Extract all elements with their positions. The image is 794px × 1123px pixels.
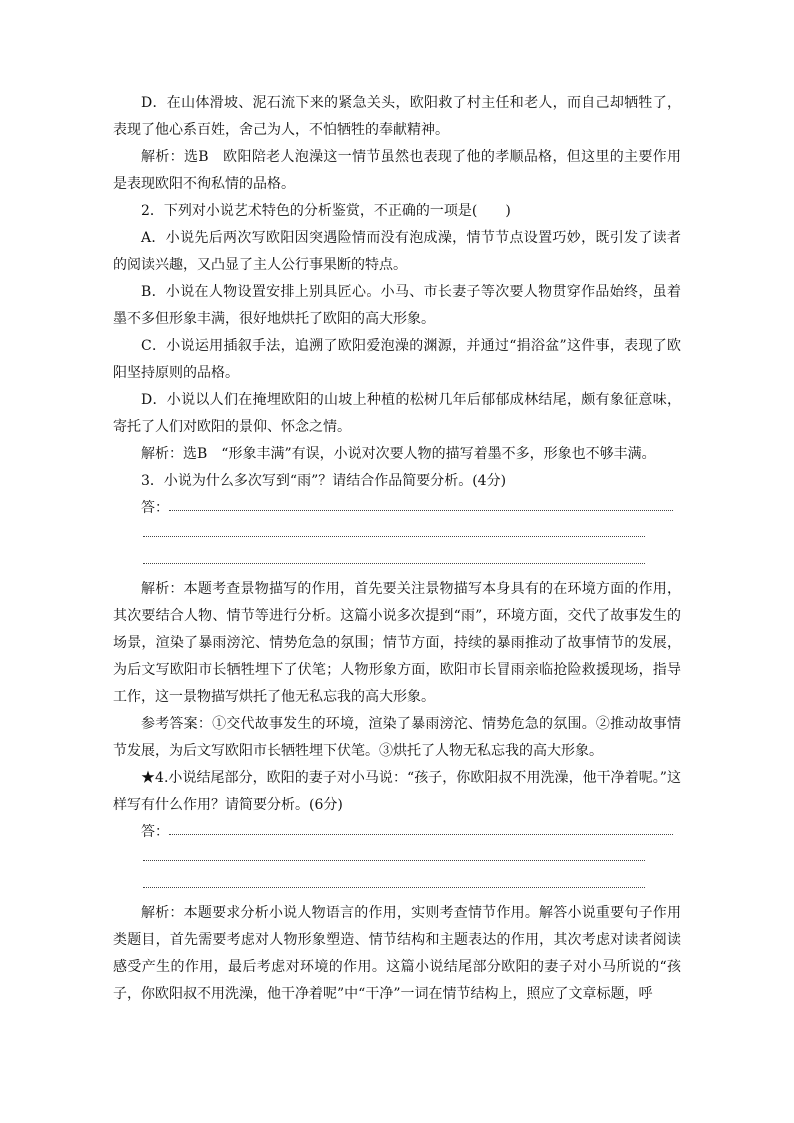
q4-answer-line-3	[113, 873, 681, 900]
answer-blank[interactable]	[143, 536, 645, 537]
answer-blank[interactable]	[143, 887, 645, 888]
q3-answer-line-1	[113, 495, 681, 522]
q2-option-b: B．小说在人物设置安排上别具匠心。小马、市长妻子等次要人物贯穿作品始终，虽着墨不多但形象丰满，很好地烘托了欧阳的高大形象。	[113, 284, 681, 327]
q2-option-c: C．小说运用插叙手法，追溯了欧阳爱泡澡的渊源，并通过“捐浴盆”这件事，表现了欧阳坚持原则的品格。	[113, 338, 681, 381]
answer-label: 答：	[141, 500, 169, 516]
question-4: ★4.小说结尾部分，欧阳的妻子对小马说：“孩子，你欧阳叔不用洗澡，他干净着呢。”这样写有什么作用？请简要分析。(6分)	[113, 770, 681, 813]
q2-explanation: 解析：选B “形象丰满”有误，小说对次要人物的描写着墨不多，形象也不够丰满。	[141, 446, 656, 462]
option-d-paragraph: D．在山体滑坡、泥石流下来的紧急关头，欧阳救了村主任和老人，而自己却牺牲了，表现了他心系百姓，舍己为人，不怕牺牲的奉献精神。	[113, 95, 681, 138]
question-2: 2．下列对小说艺术特色的分析鉴赏，不正确的一项是( )	[141, 203, 511, 219]
q3-answer-line-2	[113, 522, 681, 549]
question-3: 3．小说为什么多次写到“雨”？请结合作品简要分析。(4分)	[141, 473, 507, 489]
q3-answer-line-3	[113, 549, 681, 576]
answer-blank[interactable]	[143, 563, 645, 564]
q4-answer-line-1	[113, 819, 681, 846]
q4-answer-line-2	[113, 846, 681, 873]
document-page	[113, 90, 681, 1008]
q4-explanation: 解析：本题要求分析小说人物语言的作用，实则考查情节作用。解答小说重要句子作用类题目，首先需要考虑对人物形象塑造、情节结构和主题表达的作用，其次考虑对读者阅读感受产生的作用，最后考虑对环境的作用。这篇小说结尾部分欧阳的妻子对小马所说的“孩子，你欧阳叔不用洗澡，他干净着呢”中“干净”一词在情节结构上，照应了文章标题，呼	[113, 905, 681, 1002]
q1-explanation: 解析：选B 欧阳陪老人泡澡这一情节虽然也表现了他的孝顺品格，但这里的主要作用是表现欧阳不徇私情的品格。	[113, 149, 681, 192]
answer-label: 答：	[141, 824, 169, 840]
q3-explanation: 解析：本题考查景物描写的作用，首先要关注景物描写本身具有的在环境方面的作用，其次要结合人物、情节等进行分析。这篇小说多次提到“雨”，环境方面，交代了故事发生的场景，渲染了暴雨滂沱、情势危急的氛围；情节方面，持续的暴雨推动了故事情节的发展，为后文写欧阳市长牺牲埋下了伏笔；人物形象方面，欧阳市长冒雨亲临抢险救援现场，指导工作，这一景物描写烘托了他无私忘我的高大形象。	[113, 581, 681, 705]
answer-blank[interactable]	[169, 834, 673, 835]
answer-blank[interactable]	[169, 510, 673, 511]
q3-reference-answer: 参考答案：①交代故事发生的环境，渲染了暴雨滂沱、情势危急的氛围。②推动故事情节发展，为后文写欧阳市长牺牲埋下伏笔。③烘托了人物无私忘我的高大形象。	[113, 716, 681, 759]
q2-option-d: D．小说以人们在掩埋欧阳的山坡上种植的松树几年后郁郁成林结尾，颇有象征意味，寄托了人们对欧阳的景仰、怀念之情。	[113, 392, 681, 435]
answer-blank[interactable]	[143, 860, 645, 861]
q2-option-a: A．小说先后两次写欧阳因突遇险情而没有泡成澡，情节节点设置巧妙，既引发了读者的阅读兴趣，又凸显了主人公行事果断的特点。	[113, 230, 681, 273]
